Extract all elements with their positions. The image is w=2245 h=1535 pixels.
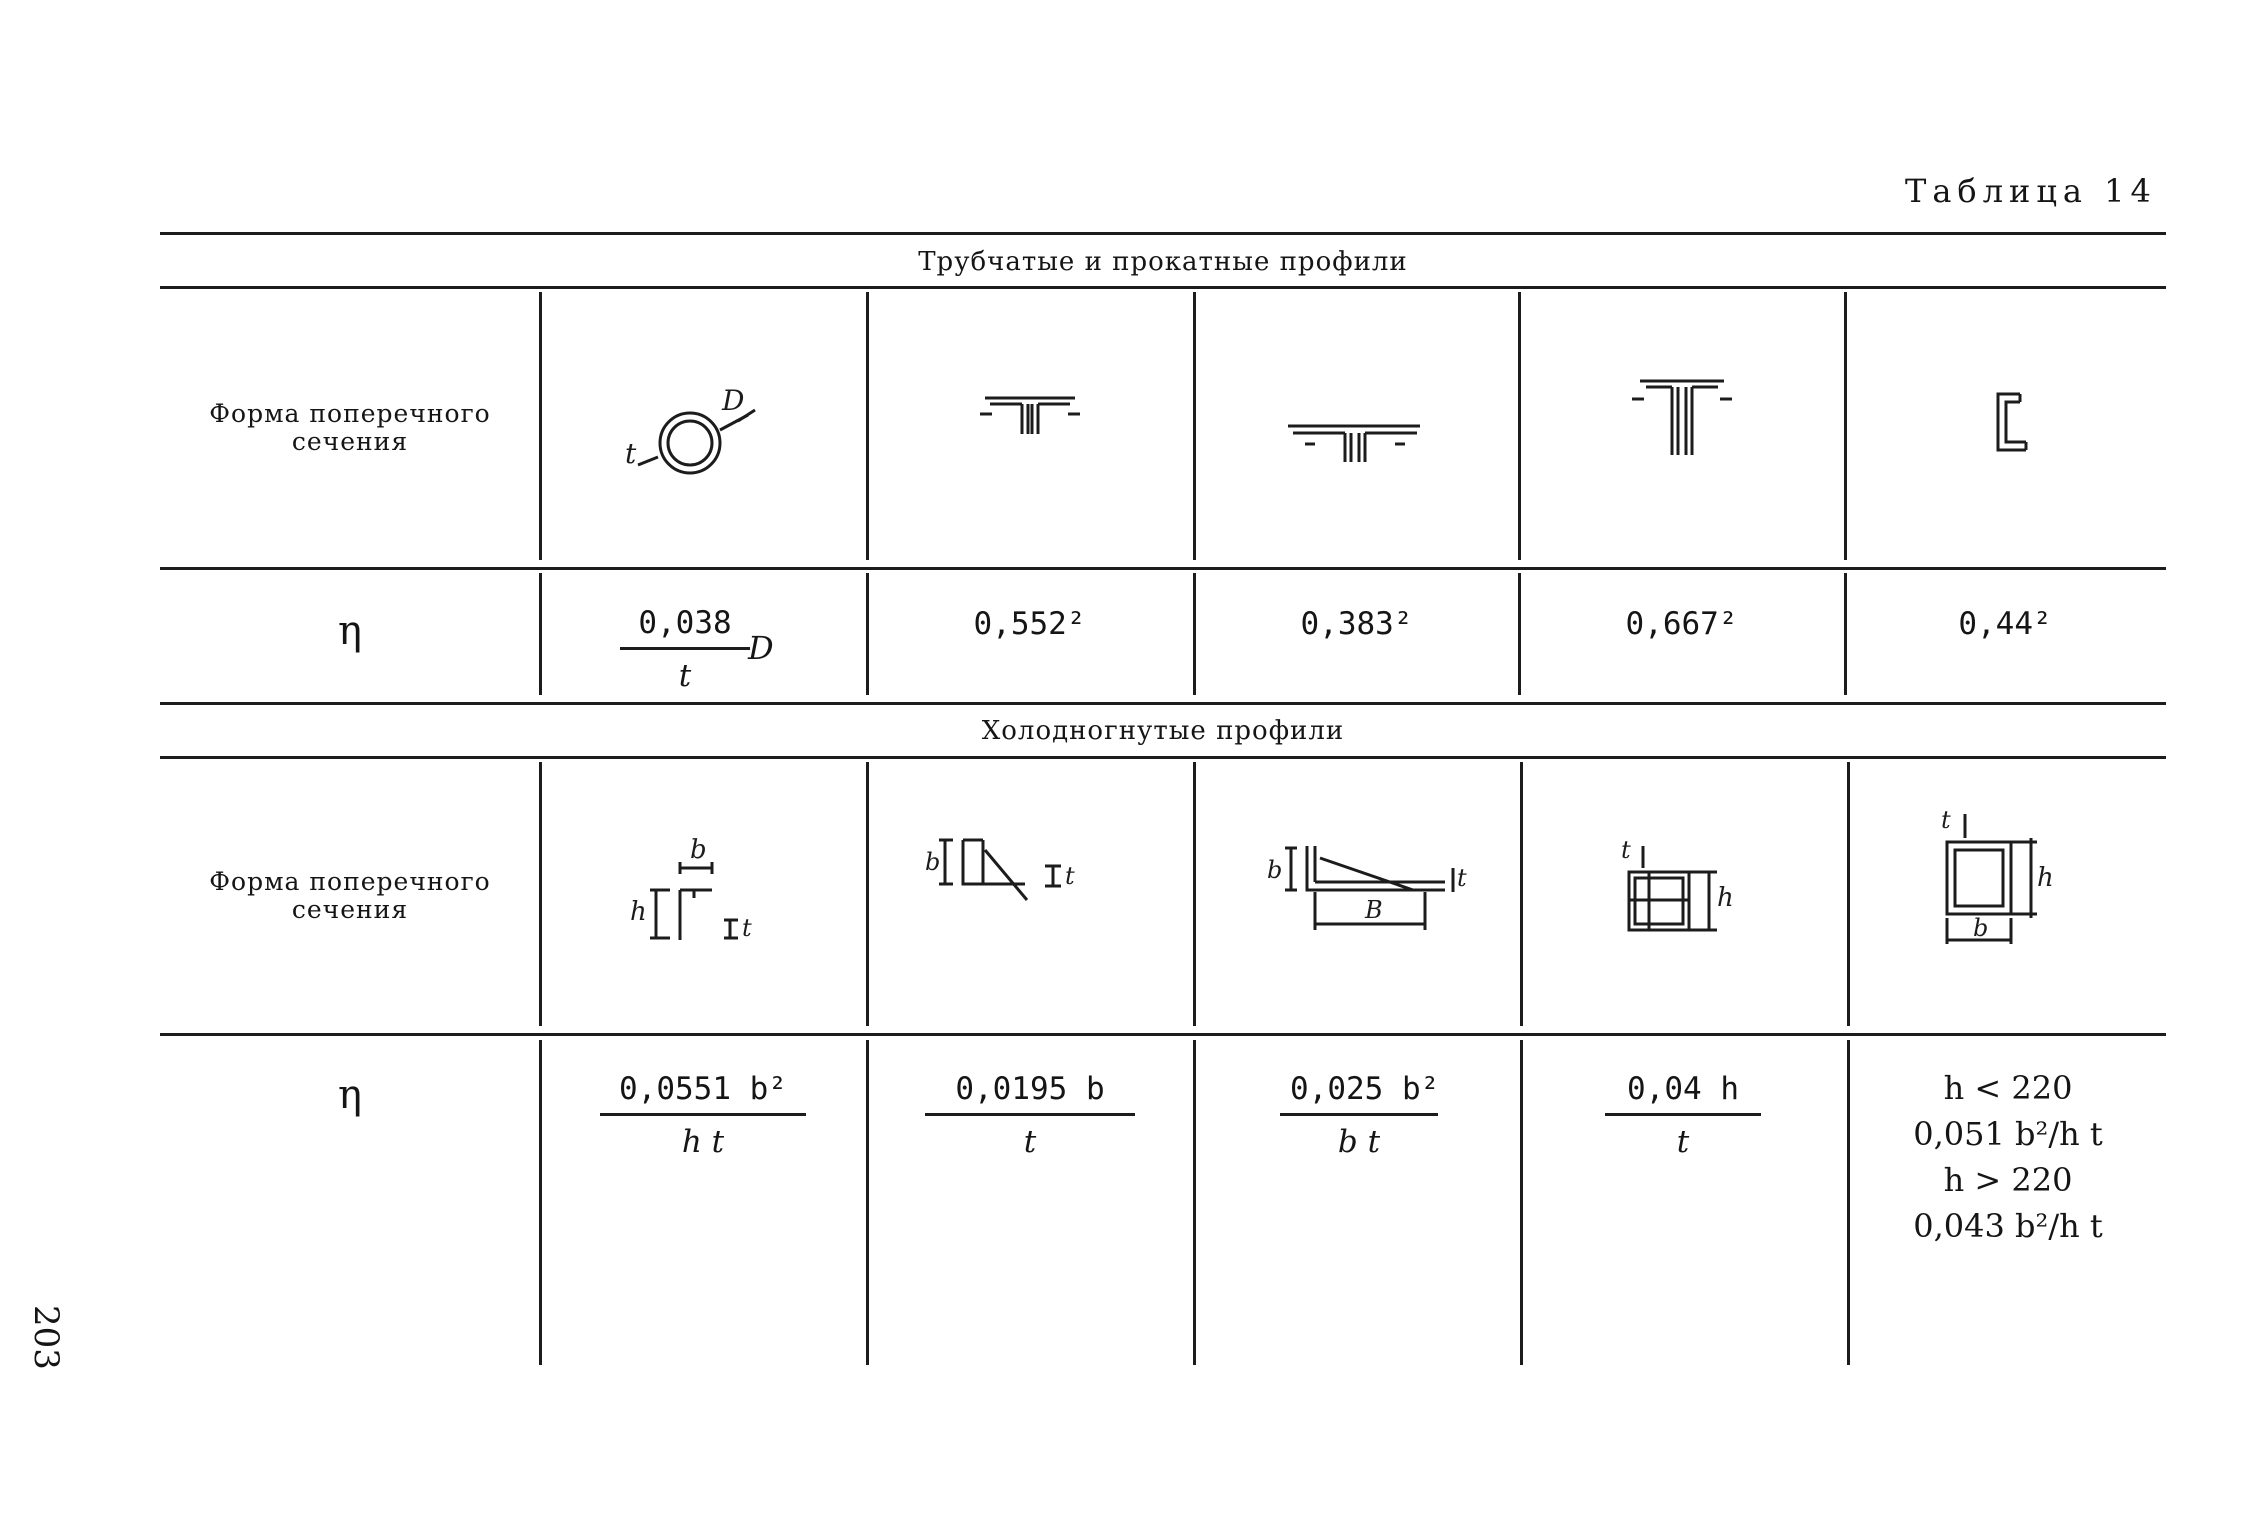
dim-label-b: b [1973, 914, 1989, 942]
col-divider [866, 1040, 869, 1365]
tall-double-angle-tee-icon [1632, 375, 1732, 460]
fraction-numerator: 0,0195 b [925, 1071, 1135, 1116]
lipped-angle-icon [925, 830, 1085, 910]
cold-eta-col3-fraction [1280, 1071, 1438, 1160]
rolled-eta-col5: 0,44² [1958, 606, 2052, 642]
rolled-eta-col4: 0,667² [1625, 606, 1738, 642]
row-label-line: Форма поперечного [209, 867, 491, 896]
dim-label-b: b [690, 835, 707, 865]
rolled-eta-col2: 0,552² [973, 606, 1086, 642]
col-divider [1520, 762, 1523, 1026]
tube-thickness-label: t [625, 437, 637, 470]
lipped-channel-icon [620, 828, 770, 948]
built-up-box-icon [1605, 836, 1745, 940]
dim-label-t: t [1065, 862, 1075, 890]
dim-label-b: b [925, 848, 941, 876]
col-divider [1193, 1040, 1196, 1365]
row-label-shape-cold [160, 868, 540, 924]
col-divider [1518, 292, 1521, 560]
rectangular-hollow-icon [1925, 808, 2065, 958]
fraction-numerator: 0,0551 b² [600, 1071, 806, 1116]
row-label-shape-rolled [160, 400, 540, 456]
fraction-denominator: b t [1337, 1124, 1381, 1160]
fraction-numerator: 0,04 h [1605, 1071, 1761, 1116]
fraction-numerator: 0,038 [620, 605, 750, 650]
condition-line: h < 220 [1943, 1069, 2073, 1107]
wide-double-angle-tee-icon [1285, 420, 1425, 470]
row-label-line: сечения [291, 427, 409, 456]
cold-eta-col4-fraction [1605, 1071, 1761, 1160]
col-divider [866, 762, 869, 1026]
col-divider [1847, 762, 1850, 1026]
col-divider [1520, 1040, 1523, 1365]
row-label-line: Форма поперечного [209, 399, 491, 428]
tube-section-icon [620, 385, 790, 495]
cold-eta-col5-conditions [1850, 1065, 2166, 1249]
table-caption: Таблица 14 [1905, 172, 2157, 210]
cold-eta-col2-fraction [925, 1071, 1135, 1160]
row-label-line: сечения [291, 895, 409, 924]
col-divider [1193, 292, 1196, 560]
rule-rolled-values [160, 702, 2166, 705]
double-angle-tee-icon [980, 392, 1090, 452]
rolled-eta-tube-factor: D [748, 629, 774, 667]
dim-label-t: t [742, 914, 752, 942]
col-divider [1193, 762, 1196, 1026]
page-number: 203 [26, 1305, 66, 1370]
row-label-eta-rolled: η [338, 608, 362, 654]
rule-top [160, 232, 2166, 235]
section-title-rolled: Трубчатые и прокатные профили [918, 247, 1408, 277]
dim-label-t: t [1621, 836, 1631, 864]
fraction-denominator: t [1676, 1124, 1690, 1160]
rule-cold-header [160, 756, 2166, 759]
dim-label-t: t [1457, 864, 1467, 892]
dim-label-t: t [1941, 806, 1951, 834]
dim-label-h: h [2037, 863, 2054, 893]
rolled-eta-col3: 0,383² [1300, 606, 1413, 642]
cold-eta-col1-fraction [600, 1071, 806, 1160]
rule-rolled-header [160, 286, 2166, 289]
col-divider [866, 292, 869, 560]
unequal-angle-icon [1265, 842, 1465, 942]
condition-line: 0,051 b²/h t [1913, 1115, 2103, 1153]
dim-label-b: b [1267, 856, 1283, 884]
condition-line: h > 220 [1943, 1161, 2073, 1199]
rule-rolled-shape [160, 567, 2166, 570]
row-label-eta-cold: η [338, 1072, 362, 1118]
fraction-denominator: h t [681, 1124, 725, 1160]
dim-label-h: h [1717, 883, 1734, 913]
condition-line: 0,043 b²/h t [1913, 1207, 2103, 1245]
channel-section-icon [1990, 388, 2040, 458]
dim-label-B: B [1365, 896, 1383, 924]
tube-diameter-label: D [722, 384, 745, 417]
fraction-numerator: 0,025 b² [1280, 1071, 1438, 1116]
col-divider [1844, 292, 1847, 560]
section-title-cold: Холодногнутые профили [981, 716, 1345, 746]
dim-label-h: h [630, 897, 647, 927]
fraction-denominator: t [1023, 1124, 1037, 1160]
fraction-denominator: t [678, 658, 692, 694]
rule-cold-shape [160, 1033, 2166, 1036]
rolled-eta-tube-fraction [620, 605, 750, 694]
